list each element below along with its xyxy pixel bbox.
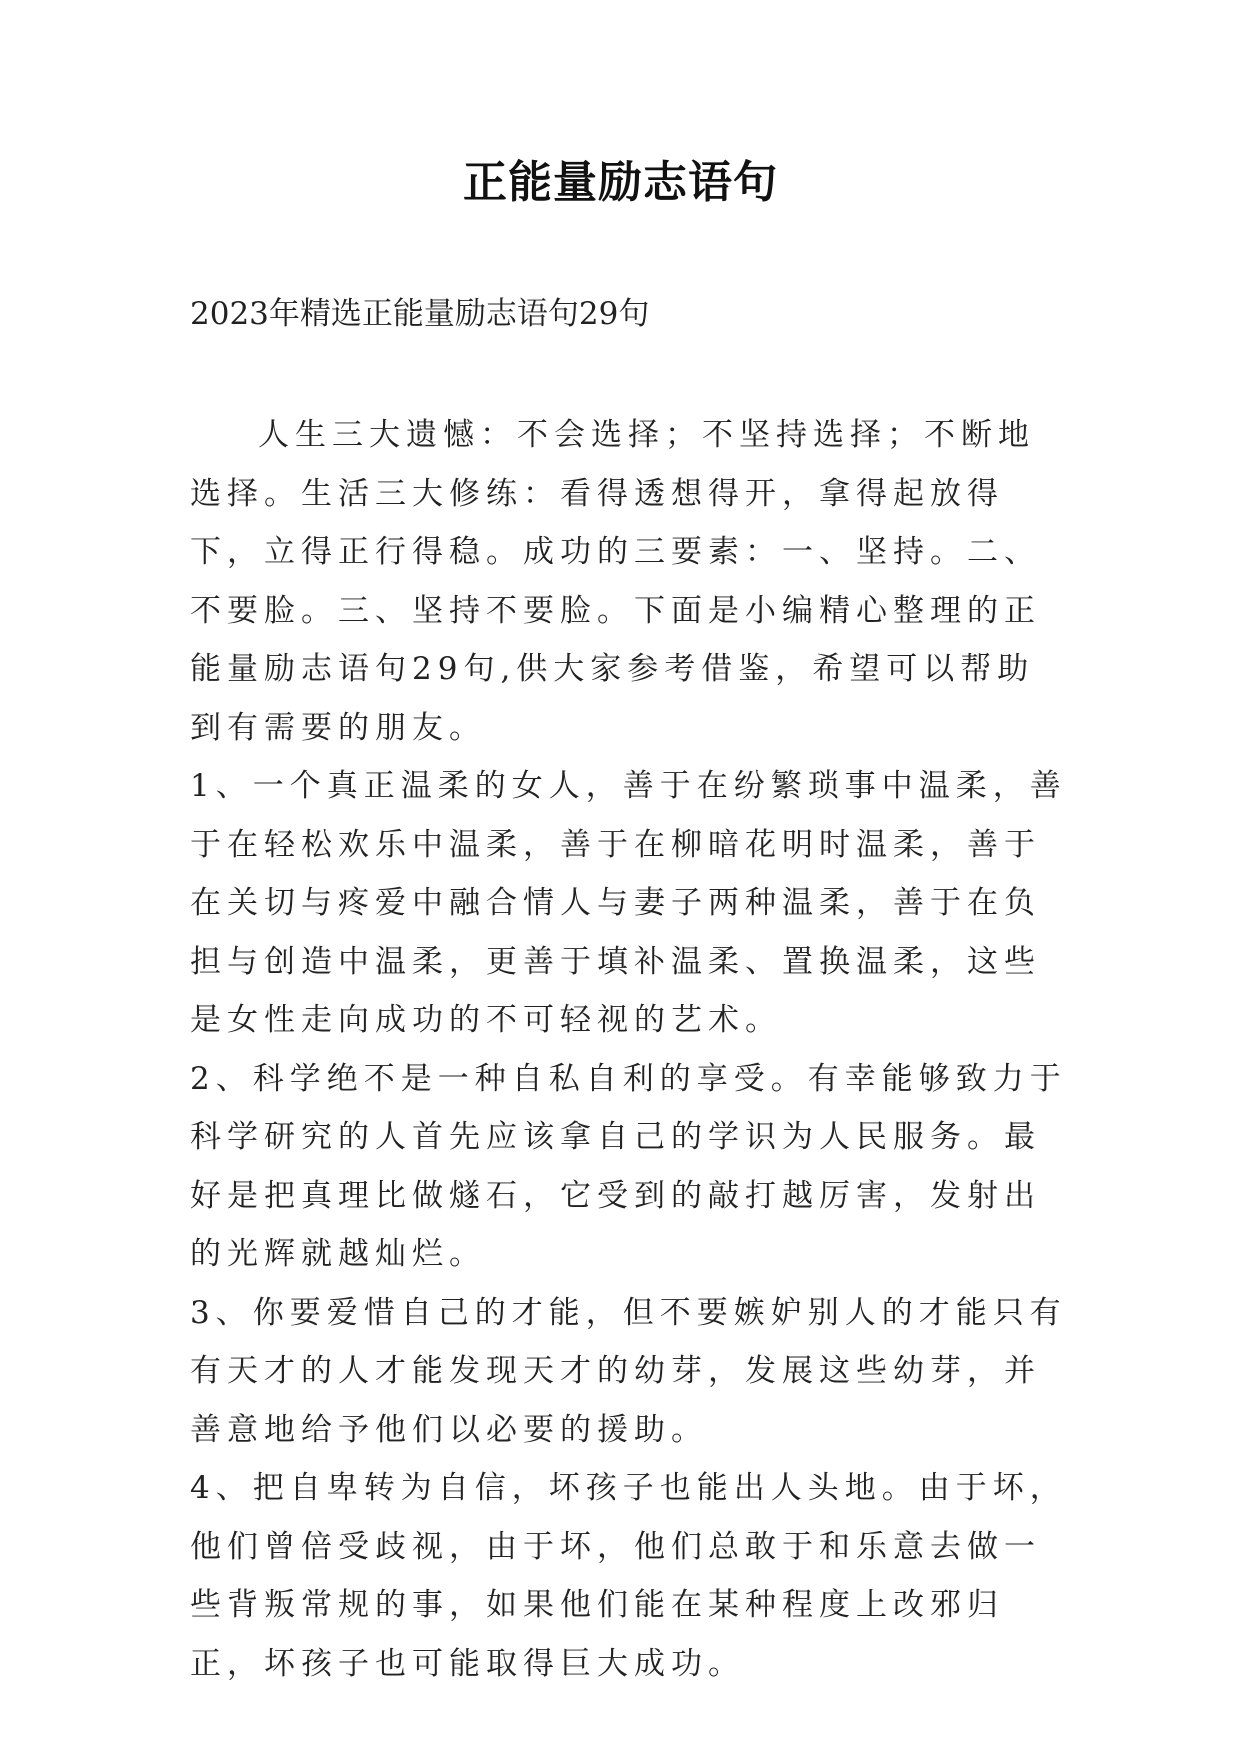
list-item: 2、科学绝不是一种自私自利的享受。有幸能够致力于科学研究的人首先应该拿自己的学识为人民服务。最好是把真理比做燧石，它受到的敲打越厉害，发射出的光辉就越灿烂。 — [190, 1060, 1067, 1272]
document-subtitle: 2023年精选正能量励志语句29句 — [190, 296, 650, 332]
list-item: 3、你要爱惜自己的才能，但不要嫉妒别人的才能只有有天才的人才能发现天才的幼芽，发展这些幼芽，并善意地给予他们以必要的援助。 — [190, 1294, 1067, 1448]
document-body — [190, 406, 1070, 1693]
document-title: 正能量励志语句 — [463, 157, 778, 208]
list-item: 1、一个真正温柔的女人，善于在纷繁琐事中温柔，善于在轻松欢乐中温柔，善于在柳暗花明时温柔，善于在关切与疼爱中融合情人与妻子两种温柔，善于在负担与创造中温柔，更善于填补温柔、置换温柔，这些是女性走向成功的不可轻视的艺术。 — [190, 768, 1067, 1038]
list-item: 4、把自卑转为自信，坏孩子也能出人头地。由于坏，他们曾倍受歧视，由于坏，他们总敢于和乐意去做一些背叛常规的事，如果他们能在某种程度上改邪归正，坏孩子也可能取得巨大成功。 — [190, 1470, 1067, 1682]
intro-paragraph: 人生三大遗憾：不会选择；不坚持选择；不断地选择。生活三大修练：看得透想得开，拿得起放得下，立得正行得稳。成功的三要素：一、坚持。二、不要脸。三、坚持不要脸。下面是小编精心整理的正能量励志语句29句,供大家参考借鉴，希望可以帮助到有需要的朋友。 — [190, 417, 1041, 746]
